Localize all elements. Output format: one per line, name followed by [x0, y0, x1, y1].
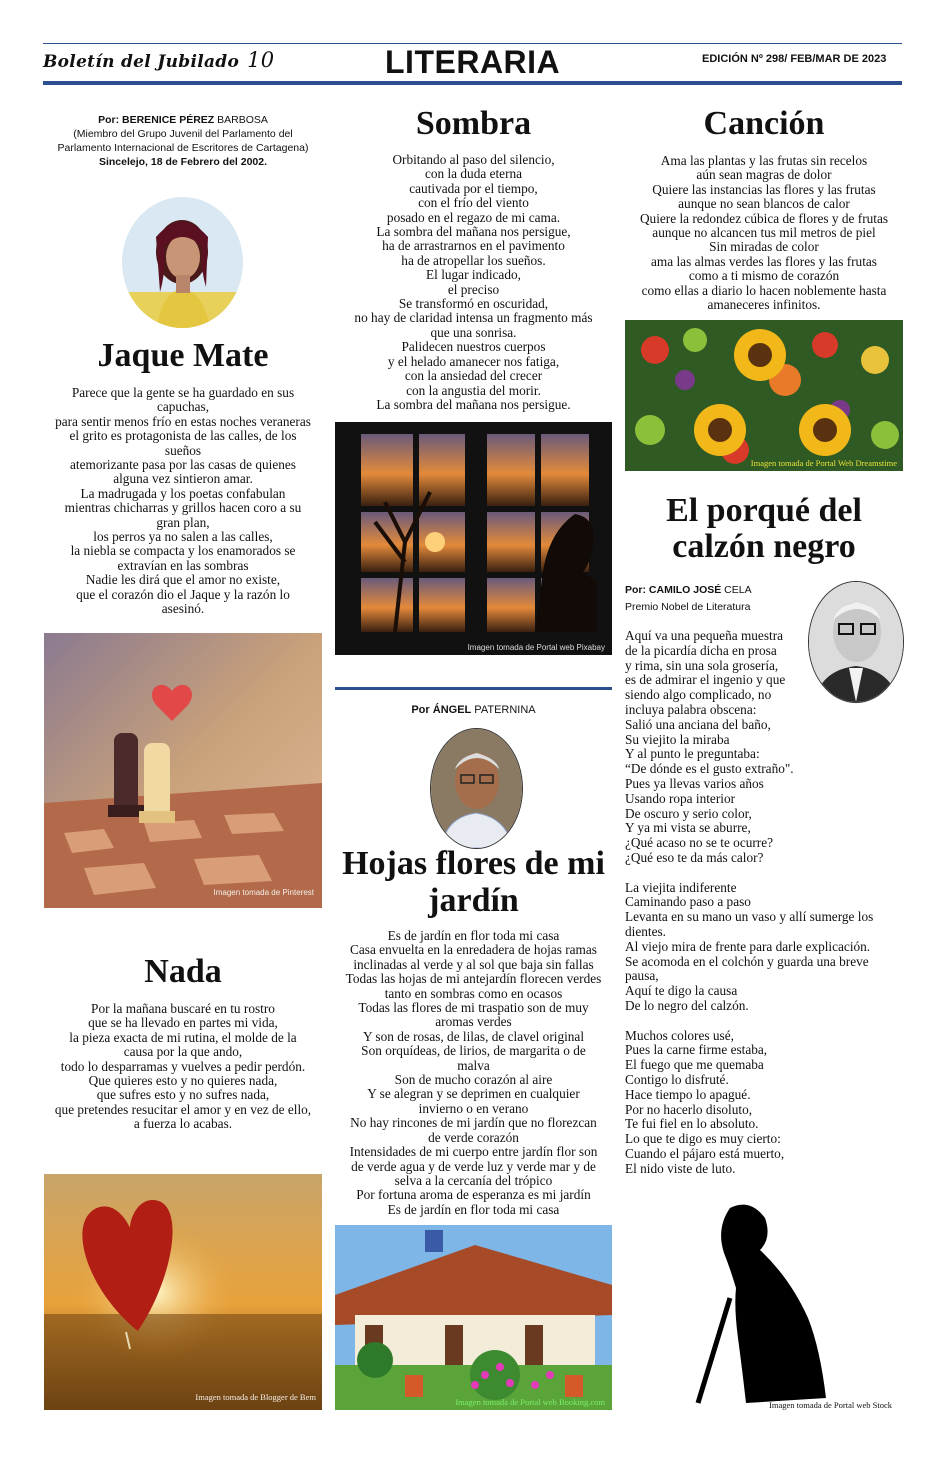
poem-line: Son orquídeas, de lirios, de margarita o de	[361, 1043, 586, 1059]
poem-line: Aquí va una pequeña muestra	[625, 628, 784, 643]
poem-line: que sufres esto y no sufres nada,	[96, 1087, 270, 1103]
poem-line: Orbitando al paso del silencio,	[392, 152, 555, 167]
poem-body-jaque-mate	[44, 386, 322, 617]
poem-line: aunque no alcancen tus mil metros de piel	[652, 225, 876, 241]
poem-line: De lo negro del calzón.	[625, 997, 749, 1013]
poem-line: amaneceres infinitos.	[707, 297, 821, 313]
poem-line: Quiere las instancias las flores y las frutas	[652, 181, 876, 197]
poem-line: Quiere la redondez cúbica de flores y de frutas	[639, 210, 889, 226]
poem-line: Es de jardín en flor toda mi casa	[387, 1201, 560, 1217]
poem-line: ha de atropellar los sueños.	[401, 252, 546, 268]
garden-house-image	[335, 1225, 612, 1410]
window-sunset-image	[335, 422, 612, 655]
poem-line: para sentir menos frío en estas noches veraneras	[55, 413, 311, 429]
poem-title-nada: Nada	[144, 953, 222, 990]
author-date: Sincelejo, 18 de Febrero del 2002.	[98, 156, 268, 168]
poem-line: Levanta en su mano un vaso y allí sumerge los	[625, 909, 874, 925]
poem-line: de verde agua y de verde luz y verde mar y de	[351, 1158, 596, 1174]
poem-title-jaque-mate: Jaque Mate	[97, 337, 269, 374]
poem-line: dientes.	[625, 923, 666, 939]
poem-line: El fuego que me quemaba	[625, 1057, 764, 1073]
poem-line: Por la mañana buscaré en tu rostro	[91, 1001, 275, 1016]
poem-line: Palidecen nuestros cuerpos	[401, 339, 546, 355]
poem-line: a fuerza lo acabas.	[133, 1116, 233, 1132]
poem-line: Hace tiempo lo apagué.	[625, 1086, 751, 1102]
poem-line: Y al punto le preguntaba:	[625, 746, 760, 762]
poem-line: La madrugada y los poetas confabulan	[80, 485, 286, 501]
poem-line: no hay de claridad intensa un fragmento más	[354, 310, 593, 326]
poem-line: Intensidades de mi cuerpo entre jardín flor son	[349, 1144, 598, 1160]
poem-line: La sombra del mañana nos persigue.	[376, 396, 571, 412]
poem-body-sombra	[335, 153, 612, 412]
poem-line: ¿Qué acaso no se te ocurre?	[625, 835, 774, 851]
byline-camilo: Por: CAMILO JOSÉ CELA Premio Nobel de Literatura	[625, 582, 752, 616]
poem-line: sueños	[164, 442, 202, 458]
poem-line	[625, 866, 905, 881]
poem-line: cautivada por el tiempo,	[409, 180, 538, 196]
old-woman-silhouette-image	[690, 1198, 900, 1413]
poem-line: el preciso	[447, 281, 500, 297]
poem-line: extravían en las sombras	[117, 557, 249, 573]
poem-line: los perros ya no salen a las calles,	[93, 529, 273, 545]
poem-line: con la ansiedad del crecer	[404, 368, 543, 384]
poem-line: Nadie les dirá que el amor no existe,	[85, 572, 281, 588]
poem-line: Cuando el pájaro está muerto,	[625, 1145, 785, 1161]
poem-line: De oscuro y serio color,	[625, 805, 752, 821]
poem-line: ¿Qué eso te da más calor?	[625, 849, 764, 865]
poem-line: siendo algo complicado, no	[625, 687, 772, 703]
poem-line: aún sean magras de dolor	[696, 167, 832, 183]
poem-line: “De dónde es el gusto extraño".	[625, 761, 794, 777]
poem-title-cancion: Canción	[703, 105, 825, 142]
poem-line: El lugar indicado,	[426, 267, 521, 283]
poem-title-hojas-flores: Hojas flores de mi jardín	[342, 845, 605, 919]
poem-line: aunque no sean blancos de calor	[678, 196, 850, 212]
author-portrait-berenice	[122, 197, 243, 328]
poem-line: Ama las plantas y las frutas sin recelos	[660, 153, 868, 168]
poem-line: aromas verdes	[435, 1014, 512, 1030]
poem-line: Se acomoda en el colchón y guarda una breve	[625, 953, 869, 969]
leaf-image-caption: Imagen tomada de Blogger de Bem	[195, 1392, 316, 1402]
poem-line: incluya palabra obscena:	[625, 701, 757, 717]
poem-line: Caminando paso a paso	[625, 894, 751, 910]
poem-body-nada	[44, 1002, 322, 1132]
poem-line: tanto en sombras como en ocasos	[384, 985, 563, 1001]
poem-line: atemorizante pasa por las casas de quienes	[70, 457, 296, 473]
poem-line: selva a la cercanía del trópico	[394, 1172, 553, 1188]
poem-line: como a ti mismo de corazón	[688, 268, 840, 284]
sunflowers-image-caption: Imagen tomada de Portal Web Dreamstime	[750, 458, 897, 468]
poem-line: con la duda eterna	[424, 166, 523, 182]
poem-line: el grito es protagonista de las calles, de los	[69, 428, 297, 444]
poem-line: Usando ropa interior	[625, 790, 736, 806]
poem-line: posado en el regazo de mi cama.	[386, 209, 561, 225]
poem-line: todo lo desparramas y vuelves a pedir perdón.	[60, 1058, 306, 1074]
poem-line: y el helado amanecer nos fatiga,	[387, 353, 560, 369]
poem-line: Pues ya llevas varios años	[625, 775, 764, 791]
poem-line: Todas las hojas de mi antejardín florecen verdes	[345, 971, 602, 987]
poem-line: Todas las flores de mi traspatio son de muy	[358, 1000, 589, 1016]
poem-line: que el corazón dio el Jaque y la razón lo	[76, 586, 290, 602]
poem-line: Que quieres esto y no quieres nada,	[88, 1073, 278, 1089]
poem-line: Por fortuna aroma de esperanza es mi jardín	[356, 1187, 591, 1203]
poem-line: alguna vez sintieron amar.	[113, 471, 253, 487]
poem-line: Al viejo mira de frente para darle explicación.	[625, 938, 871, 954]
poem-line: Pues la carne firme estaba,	[625, 1042, 768, 1058]
poem-line: Y ya mi vista se aburre,	[625, 820, 751, 836]
poem-line: de verde corazón	[428, 1129, 519, 1145]
poem-line: Son de mucho corazón al aire	[394, 1072, 553, 1088]
edition-label: EDICIÓN Nº 298/ FEB/MAR DE 2023	[702, 53, 887, 65]
poem-line: malva	[457, 1057, 490, 1073]
poem-line: que una sonrisa.	[430, 324, 517, 340]
poem-line: Es de jardín en flor toda mi casa	[387, 928, 560, 943]
poem-line: Salió una anciana del baño,	[625, 716, 771, 732]
poem-title-calzon-negro: El porqué del calzón negro	[666, 492, 862, 565]
poem-body-cancion	[625, 154, 903, 312]
header-bottom-rule	[43, 81, 902, 85]
poem-line: la niebla se compacta y los enamorados se	[70, 543, 296, 559]
poem-line: Contigo lo disfruté.	[625, 1071, 729, 1087]
poem-line: asesinó.	[161, 601, 205, 617]
poem-body-calzon-negro	[625, 629, 905, 1176]
poem-line: Su viejito la miraba	[625, 731, 730, 747]
author-role: Premio Nobel de Literatura	[625, 601, 751, 613]
byline-berenice: Por: BERENICE PÉREZ BARBOSA (Miembro del Grupo Juvenil del Parlamento del Parlamento Internacional de Escritores de Cartagena) Sincelejo, 18 de Febrero del 2002.	[44, 113, 322, 169]
publication-name: Boletín del Jubilado 10	[43, 48, 275, 72]
column-divider-rule	[335, 687, 612, 690]
poem-line: y rima, sin una sola grosería,	[625, 657, 779, 673]
poem-line: causa por la que ando,	[123, 1044, 243, 1060]
author-portrait-angel	[430, 728, 523, 849]
poem-line: ha de arrastrarnos en el pavimento	[382, 238, 565, 254]
poem-line: como ellas a diario lo hacen noblemente hasta	[641, 282, 887, 298]
poem-line: es de admirar el ingenio y que	[625, 672, 786, 688]
window-image-caption: Imagen tomada de Portal web Pixabay	[467, 643, 605, 652]
poem-line: capuchas,	[156, 399, 210, 415]
poem-line: Parece que la gente se ha guardado en sus	[71, 385, 295, 400]
poem-title-sombra: Sombra	[415, 105, 532, 142]
poem-line: que se ha llevado en partes mi vida,	[88, 1015, 278, 1031]
sunflowers-fruits-image	[625, 320, 903, 471]
section-title: LITERARIA	[385, 44, 561, 80]
author-affiliation: (Miembro del Grupo Juvenil del Parlamento del Parlamento Internacional de Escritores de Cartagena)	[57, 128, 309, 154]
poem-line: inclinadas al verde y al sol que baja sin fallas	[353, 956, 594, 972]
poem-line: El nido viste de luto.	[625, 1160, 736, 1176]
poem-line: Y son de rosas, de lilas, de clavel original	[362, 1028, 585, 1044]
poem-line: Muchos colores usé,	[625, 1027, 734, 1043]
poem-line: Sin miradas de color	[709, 239, 819, 255]
poem-line: de la picardía dicha en prosa	[625, 642, 777, 658]
leaf-heart-sunset-image	[44, 1174, 322, 1410]
silhouette-image-caption: Imagen tomada de Portal web Stock	[769, 1400, 892, 1410]
poem-line: Se transformó en oscuridad,	[398, 296, 549, 312]
poem-line: ama las almas verdes las flores y las frutas	[651, 253, 877, 269]
page-number: 10	[247, 48, 275, 72]
poem-line: mientras chicharras y grillos hacen coro a su	[64, 500, 302, 516]
poem-line: con el frío del viento	[418, 195, 529, 211]
chess-heart-image	[44, 633, 322, 908]
poem-line: la pieza exacta de mi rutina, el molde de la	[69, 1029, 297, 1045]
poem-line: No hay rincones de mi jardín que no florezcan	[350, 1115, 597, 1131]
poem-line: La sombra del mañana nos persigue,	[376, 224, 571, 240]
poem-line: que pretendes resucitar el amor y en vez de ello,	[54, 1101, 312, 1117]
poem-line: gran plan,	[156, 514, 210, 530]
byline-angel: Por ÁNGEL PATERNINA	[411, 704, 536, 716]
poem-line: Por no hacerlo disoluto,	[625, 1101, 753, 1117]
poem-line: Y se alegran y se deprimen en cualquier	[367, 1086, 580, 1102]
poem-line: Lo que te digo es muy cierto:	[625, 1131, 781, 1147]
poem-line: La viejita indiferente	[625, 879, 737, 895]
poem-line	[625, 1014, 905, 1029]
poem-line: pausa,	[625, 968, 659, 984]
poem-body-hojas-flores	[333, 929, 614, 1217]
poem-line: Casa envuelta en la enredadera de hojas ramas	[350, 942, 597, 958]
poem-line: con la angustia del morir.	[406, 382, 541, 398]
garden-image-caption: Imagen tomada de Portal web Booking.com	[455, 1397, 605, 1407]
chess-image-caption: Imagen tomada de Pinterest	[213, 888, 314, 897]
poem-line: invierno o en verano	[418, 1100, 529, 1116]
poem-line: Te fui fiel en lo absoluto.	[625, 1116, 759, 1132]
poem-line: Aquí te digo la causa	[625, 983, 738, 999]
